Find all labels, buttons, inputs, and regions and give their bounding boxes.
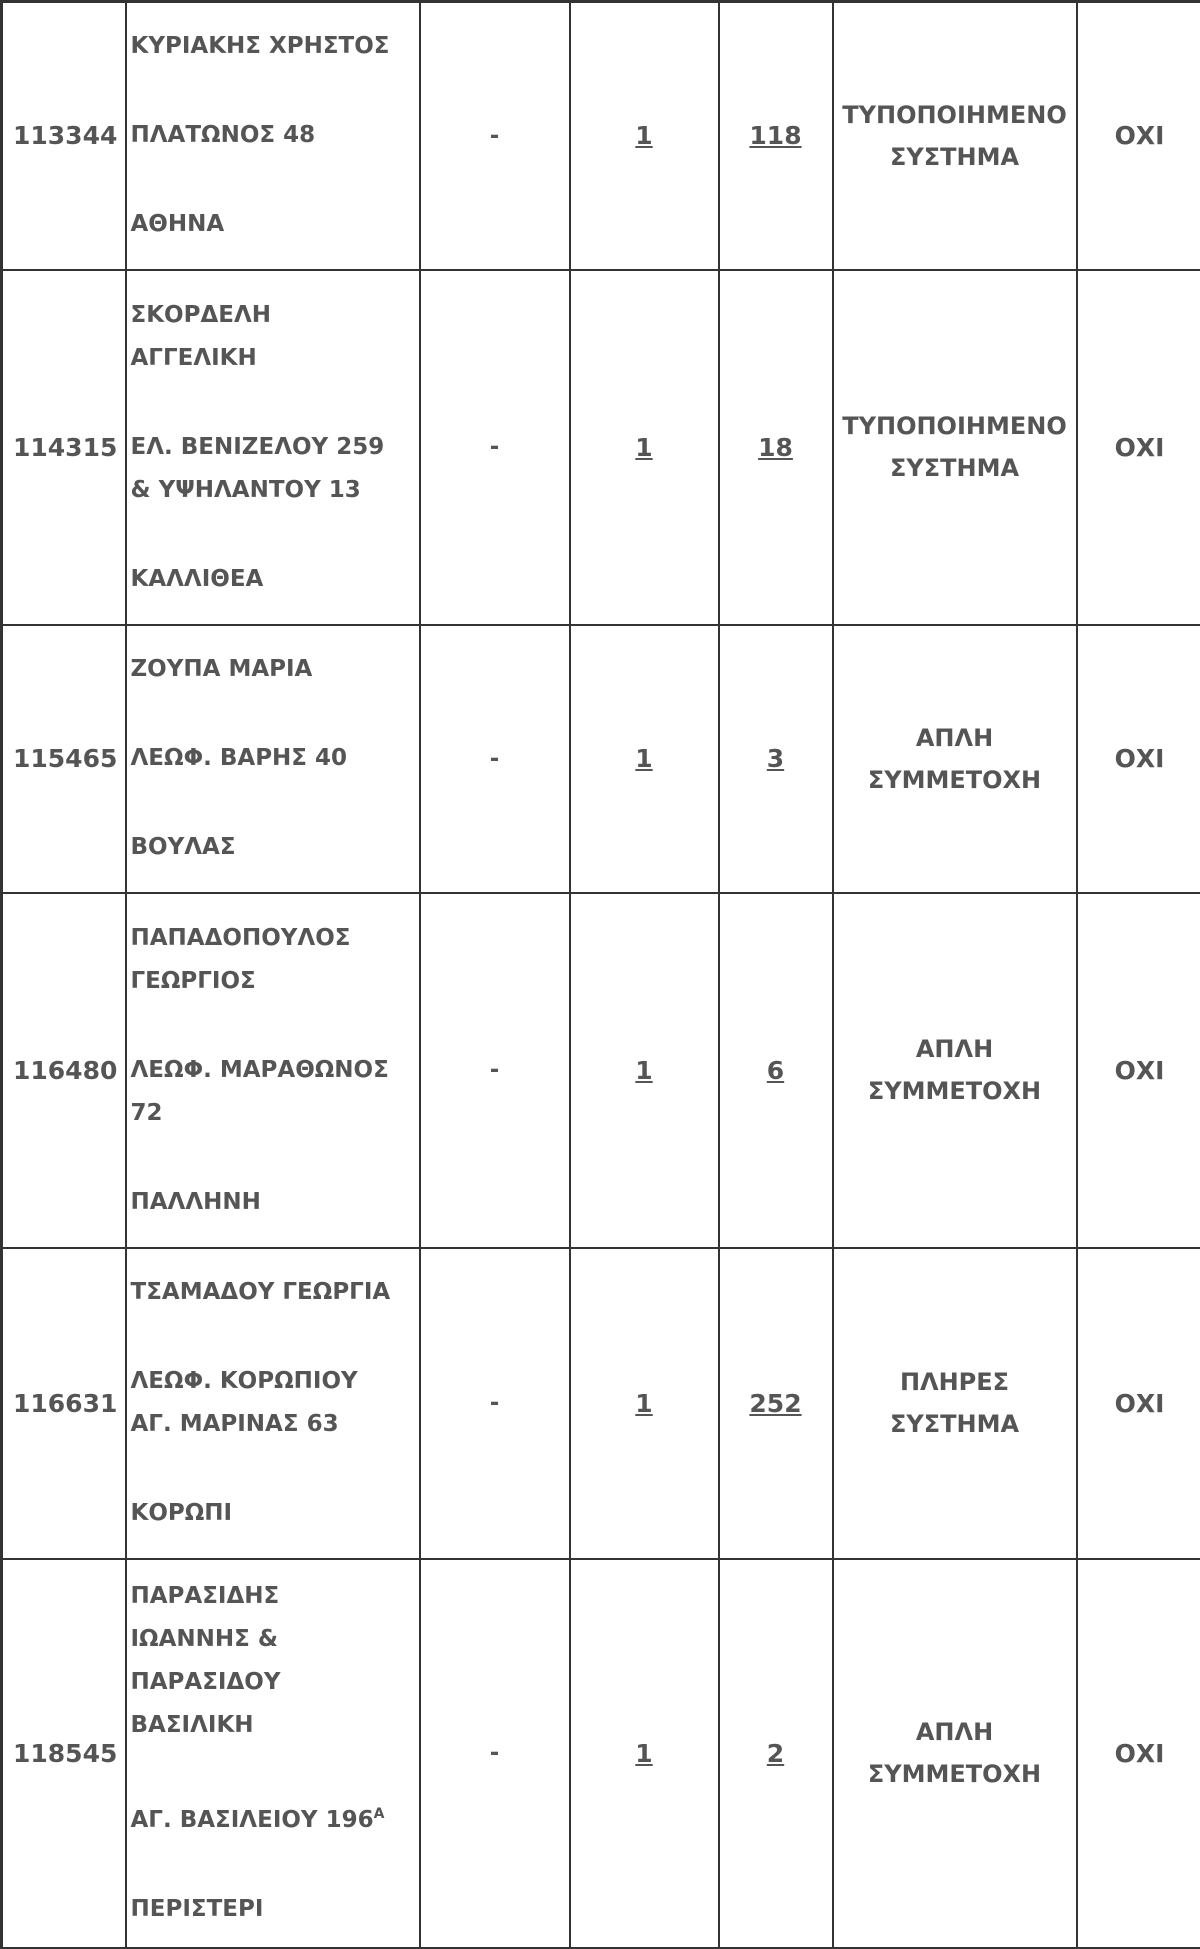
count-link[interactable]: 1 bbox=[635, 1739, 652, 1768]
city: ΚΑΛΛΙΘΕΑ bbox=[131, 558, 419, 601]
number-cell bbox=[719, 625, 833, 893]
number-link[interactable]: 18 bbox=[758, 433, 793, 462]
count-link[interactable]: 1 bbox=[635, 121, 652, 150]
type-cell bbox=[833, 1559, 1077, 1948]
address-cell bbox=[126, 893, 420, 1248]
owner-name: ΠΑΡΑΣΙΔΗΣ bbox=[131, 1575, 419, 1618]
address-cell bbox=[126, 270, 420, 625]
number-cell bbox=[719, 2, 833, 270]
number-link[interactable]: 6 bbox=[767, 1056, 784, 1085]
city: ΠΕΡΙΣΤΕΡΙ bbox=[131, 1888, 419, 1931]
street-address bbox=[131, 1793, 419, 1842]
owner-name: ΒΑΣΙΛΙΚΗ bbox=[131, 1704, 419, 1747]
city: ΑΘΗΝΑ bbox=[131, 203, 419, 246]
table-row bbox=[2, 270, 1200, 625]
flag-cell: ΟΧΙ bbox=[1077, 270, 1200, 625]
owner-name: ΖΟΥΠΑ ΜΑΡΙΑ bbox=[131, 648, 419, 691]
flag-cell: ΟΧΙ bbox=[1077, 893, 1200, 1248]
flag-cell: ΟΧΙ bbox=[1077, 625, 1200, 893]
street-address: 72 bbox=[131, 1092, 419, 1135]
count-cell bbox=[570, 270, 719, 625]
dash-cell: - bbox=[420, 1559, 570, 1948]
owner-name: ΓΕΩΡΓΙΟΣ bbox=[131, 960, 419, 1003]
street-address: ΕΛ. ΒΕΝΙΖΕΛΟΥ 259 bbox=[131, 426, 419, 469]
code-cell: 113344 bbox=[2, 2, 126, 270]
address-cell bbox=[126, 625, 420, 893]
dash-cell: - bbox=[420, 625, 570, 893]
type-line: ΣΥΣΤΗΜΑ bbox=[834, 136, 1076, 178]
count-cell bbox=[570, 625, 719, 893]
city: ΠΑΛΛΗΝΗ bbox=[131, 1181, 419, 1224]
type-cell bbox=[833, 893, 1077, 1248]
count-cell bbox=[570, 1248, 719, 1559]
type-line: ΣΥΣΤΗΜΑ bbox=[834, 447, 1076, 489]
type-line: ΤΥΠΟΠΟΙΗΜΕΝΟ bbox=[834, 405, 1076, 447]
type-line: ΣΥΜΜΕΤΟΧΗ bbox=[834, 1753, 1076, 1795]
code-cell: 116480 bbox=[2, 893, 126, 1248]
number-link[interactable]: 118 bbox=[749, 121, 801, 150]
address-cell bbox=[126, 1559, 420, 1948]
type-line: ΣΥΣΤΗΜΑ bbox=[834, 1403, 1076, 1445]
flag-cell: ΟΧΙ bbox=[1077, 1559, 1200, 1948]
dash-cell: - bbox=[420, 270, 570, 625]
type-cell bbox=[833, 625, 1077, 893]
count-link[interactable]: 1 bbox=[635, 1056, 652, 1085]
city: ΚΟΡΩΠΙ bbox=[131, 1492, 419, 1535]
count-cell bbox=[570, 893, 719, 1248]
type-line: ΠΛΗΡΕΣ bbox=[834, 1361, 1076, 1403]
address-cell bbox=[126, 1248, 420, 1559]
type-line: ΑΠΛΗ bbox=[834, 1711, 1076, 1753]
number-cell bbox=[719, 1559, 833, 1948]
street-address: ΑΓ. ΜΑΡΙΝΑΣ 63 bbox=[131, 1403, 419, 1446]
number-cell bbox=[719, 270, 833, 625]
flag-cell: ΟΧΙ bbox=[1077, 1248, 1200, 1559]
number-cell bbox=[719, 1248, 833, 1559]
code-cell: 114315 bbox=[2, 270, 126, 625]
count-link[interactable]: 1 bbox=[635, 1389, 652, 1418]
owner-name: ΙΩΑΝΝΗΣ & bbox=[131, 1618, 419, 1661]
owner-name: ΣΚΟΡΔΕΛΗ bbox=[131, 294, 419, 337]
dash-cell: - bbox=[420, 1248, 570, 1559]
code-cell: 116631 bbox=[2, 1248, 126, 1559]
address-cell bbox=[126, 2, 420, 270]
type-line: ΑΠΛΗ bbox=[834, 1028, 1076, 1070]
table-row bbox=[2, 1248, 1200, 1559]
city: ΒΟΥΛΑΣ bbox=[131, 826, 419, 869]
street-text: ΑΓ. ΒΑΣΙΛΕΙΟΥ 196 bbox=[131, 1807, 374, 1833]
type-line: ΑΠΛΗ bbox=[834, 717, 1076, 759]
dash-cell: - bbox=[420, 893, 570, 1248]
owner-name: ΚΥΡΙΑΚΗΣ ΧΡΗΣΤΟΣ bbox=[131, 25, 419, 68]
street-superscript: Α bbox=[374, 1806, 385, 1822]
street-address: ΛΕΩΦ. ΜΑΡΑΘΩΝΟΣ bbox=[131, 1049, 419, 1092]
number-link[interactable]: 252 bbox=[749, 1389, 801, 1418]
type-line: ΤΥΠΟΠΟΙΗΜΕΝΟ bbox=[834, 94, 1076, 136]
number-link[interactable]: 2 bbox=[767, 1739, 784, 1768]
type-cell bbox=[833, 2, 1077, 270]
type-cell bbox=[833, 270, 1077, 625]
number-link[interactable]: 3 bbox=[767, 744, 784, 773]
type-line: ΣΥΜΜΕΤΟΧΗ bbox=[834, 759, 1076, 801]
owner-name: ΠΑΠΑΔΟΠΟΥΛΟΣ bbox=[131, 917, 419, 960]
table-row bbox=[2, 893, 1200, 1248]
flag-cell: ΟΧΙ bbox=[1077, 2, 1200, 270]
table-row bbox=[2, 2, 1200, 270]
code-cell: 118545 bbox=[2, 1559, 126, 1948]
owner-name: ΠΑΡΑΣΙΔΟΥ bbox=[131, 1661, 419, 1704]
count-cell bbox=[570, 1559, 719, 1948]
count-link[interactable]: 1 bbox=[635, 744, 652, 773]
number-cell bbox=[719, 893, 833, 1248]
type-line: ΣΥΜΜΕΤΟΧΗ bbox=[834, 1070, 1076, 1112]
owner-name: ΤΣΑΜΑΔΟΥ ΓΕΩΡΓΙΑ bbox=[131, 1271, 419, 1314]
code-cell: 115465 bbox=[2, 625, 126, 893]
owner-name: ΑΓΓΕΛΙΚΗ bbox=[131, 337, 419, 380]
type-cell bbox=[833, 1248, 1077, 1559]
table-row bbox=[2, 1559, 1200, 1948]
table-row bbox=[2, 625, 1200, 893]
dash-cell: - bbox=[420, 2, 570, 270]
count-cell bbox=[570, 2, 719, 270]
count-link[interactable]: 1 bbox=[635, 433, 652, 462]
street-address: ΛΕΩΦ. ΚΟΡΩΠΙΟΥ bbox=[131, 1360, 419, 1403]
street-address: ΠΛΑΤΩΝΟΣ 48 bbox=[131, 114, 419, 157]
street-address: ΛΕΩΦ. ΒΑΡΗΣ 40 bbox=[131, 737, 419, 780]
street-address: & ΥΨΗΛΑΝΤΟΥ 13 bbox=[131, 469, 419, 512]
